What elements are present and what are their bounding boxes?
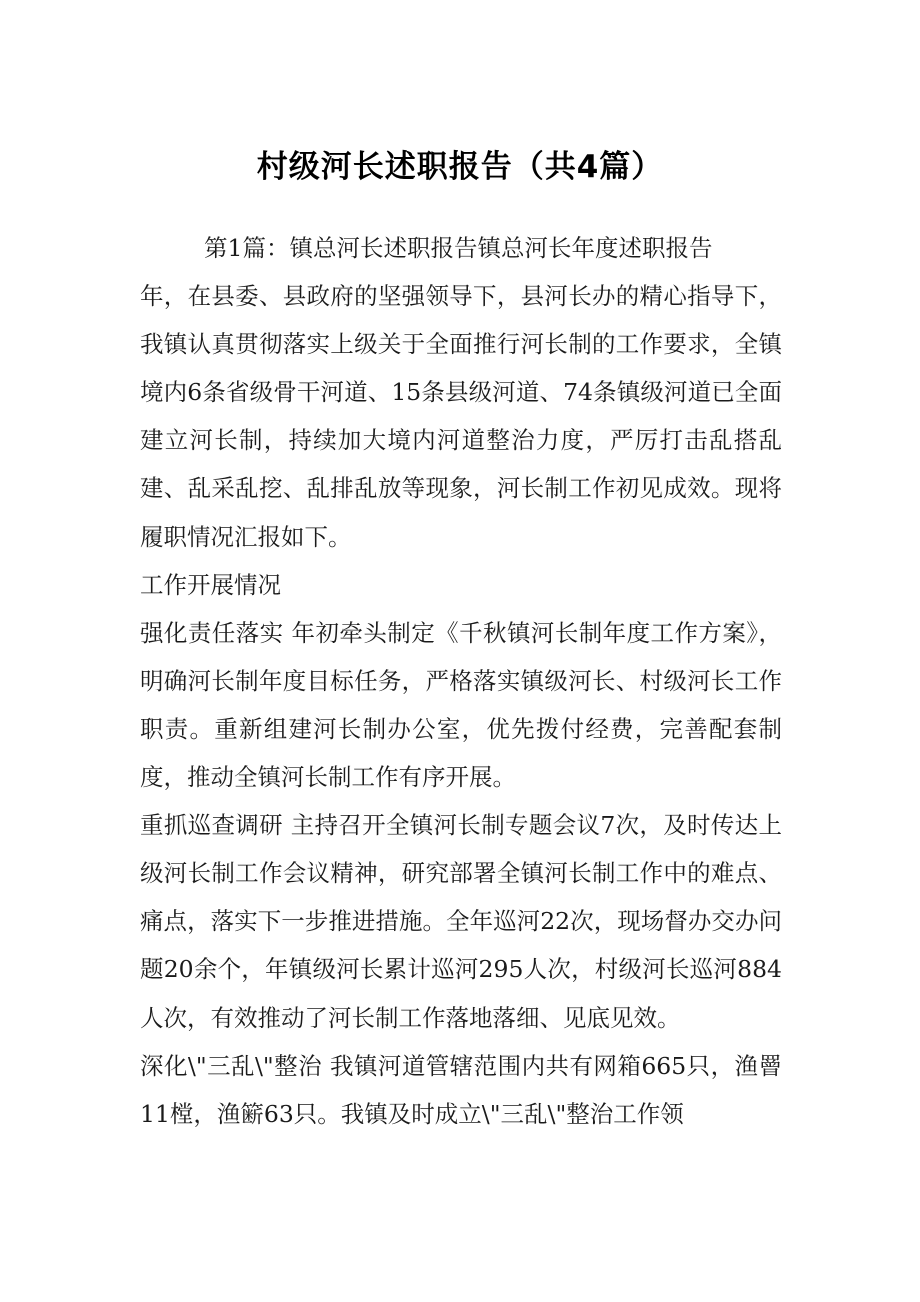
- paragraph-work-heading: 工作开展情况: [140, 570, 281, 599]
- document-body: [140, 224, 782, 1138]
- paragraph-three-chaos: 深化\"三乱\"整治 我镇河道管辖范围内共有网箱665只，渔罾11樘，渔簖63只。我镇及时成立\"三乱\"整治工作领: [140, 1051, 782, 1128]
- paragraph-section-heading: 第1篇：镇总河长述职报告镇总河长年度述职报告: [204, 234, 713, 262]
- paragraph-intro: 年，在县委、县政府的坚强领导下，县河长办的精心指导下，我镇认真贯彻落实上级关于全面推行河长制的工作要求，全镇境内6条省级骨干河道、15条县级河道、74条镇级河道已全面建立河长制，持续加大境内河道整治力度，严厉打击乱搭乱建、乱采乱挖、乱排乱放等现象，河长制工作初见成效。现将履职情况汇报如下。: [140, 282, 782, 551]
- paragraph-responsibility: 强化责任落实 年初牵头制定《千秋镇河长制年度工作方案》，明确河长制年度目标任务，严格落实镇级河长、村级河长工作职责。重新组建河长制办公室，优先拨付经费，完善配套制度，推动全镇河长制工作有序开展。: [140, 618, 782, 792]
- document-title: 村级河长述职报告（共4篇）: [256, 149, 664, 185]
- paragraph-inspection: 重抓巡查调研 主持召开全镇河长制专题会议7次，及时传达上级河长制工作会议精神，研究部署全镇河长制工作中的难点、痛点，落实下一步推进措施。全年巡河22次，现场督办交办问题20余个，年镇级河长累计巡河295人次，村级河长巡河884人次，有效推动了河长制工作落地落细、见底见效。: [140, 811, 782, 1032]
